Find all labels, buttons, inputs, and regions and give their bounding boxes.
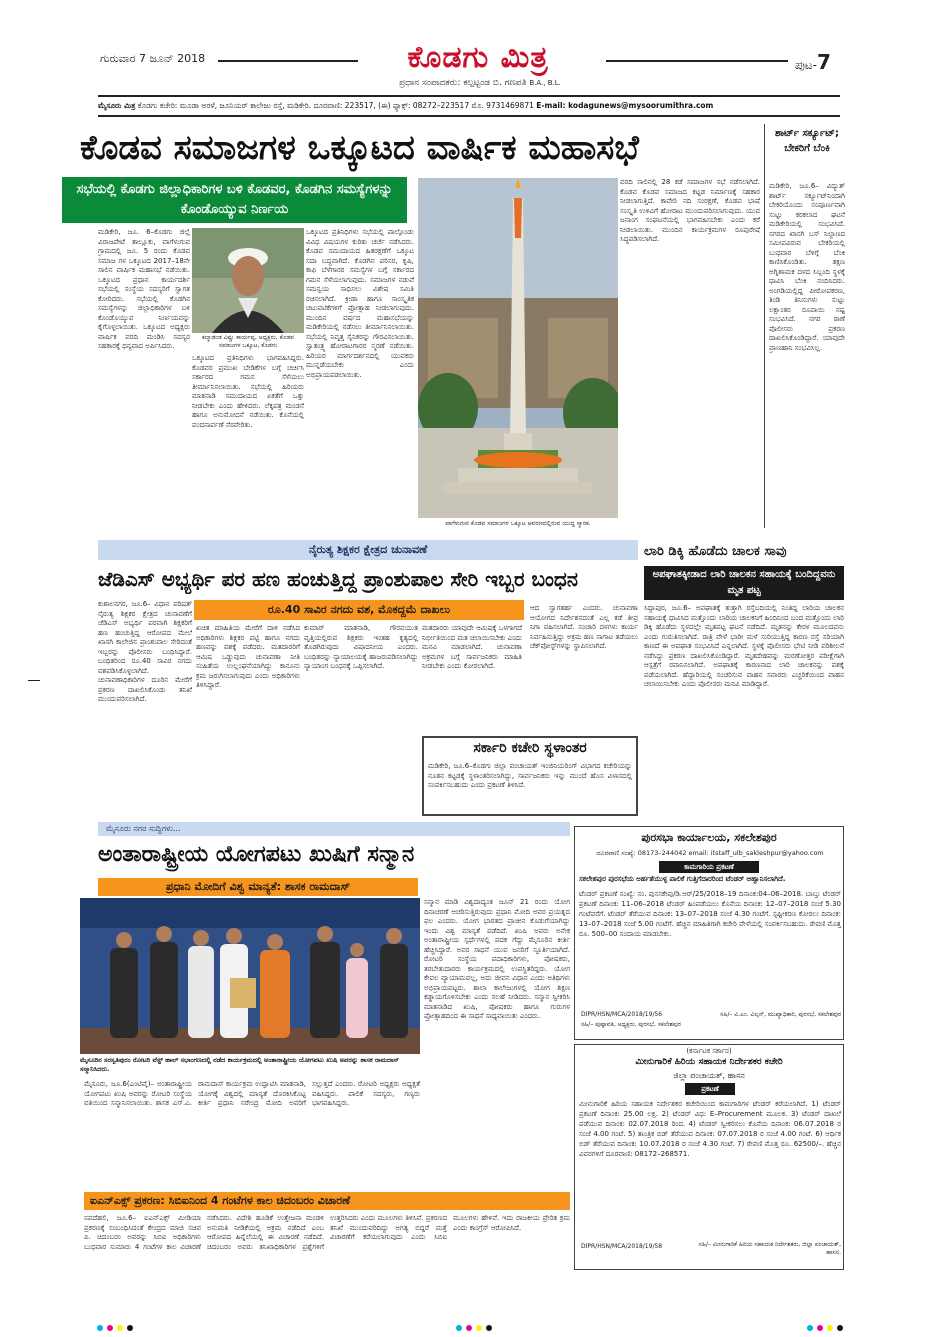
tender1-office: ಪುರಸಭಾ ಕಾರ್ಯಾಲಯ, ಸಕಲೇಶಪುರ (641, 831, 777, 844)
yoga-subhead: ಪ್ರಧಾನಿ ಮೋದಿಗೆ ವಿಶ್ವ ಮಾನ್ಯತೆ: ಶಾಸಕ ರಾಮದಾಸ್ (98, 878, 418, 896)
yoga-photo-caption: ಮೈಸೂರಿನ ಸರಸ್ವತಿಪುರಂ ರೋಟರಿ ವೆಸ್ಟ್ ಹಾಲ್ ಸಭಾಂಗಣದಲ್ಲಿ ನಡೆದ ಕಾರ್ಯಕ್ರಮದಲ್ಲಿ ಅಂತಾರಾಷ್ಟ್ರೀಯ ಯೋಗಪಟು ಖುಷಿ ಅವರನ್ನು ಶಾಸಕ ರಾಮದಾಸ್ ಸನ್ಮಾನಿಸಿದರು. (80, 1056, 399, 1073)
lorry-subhead: ಅಪಘಾತಕ್ಕೀಡಾದ ಲಾರಿ ಚಾಲಕನ ಸಹಾಯಕ್ಕೆ ಬಂದಿದ್ದವನು ಮೃತ ಪಟ್ಟ (644, 566, 844, 600)
tender2-ref: DIPR/HSN/MCA/2018/19/58 (581, 1243, 663, 1250)
crop-mark-left (28, 680, 40, 681)
tender2-district: ಜಿಲ್ಲಾ ಪಂಚಾಯತ್, ಹಾಸನ (673, 1071, 745, 1080)
election-col5: ಆದ ಸ್ವಾಗತರ್ಹ ಎಂದರು. ಚುನಾವಣಾ ಆಯೋಗದ ನಿರ್ದೇಶನದಂತೆ ಎಲ್ಲ ಕಡೆ ತೀವ್ರ ನಿಗಾ ವಹಿಸಲಾಗಿದೆ. ಸಂಚಾರಿ ದಳಗಳು ಕಾರ್ಯ ನಿರ್ವಹಿಸುತ್ತಿದ್ದು ಅಕ್ರಮ ಹಣ ಸಾಗಾಟ ತಡೆಯಲು ಚೆಕ್‌ಪೋಸ್ಟ್‌ಗಳನ್ನು ಸ್ಥಾಪಿಸಲಾಗಿದೆ. (530, 604, 638, 650)
election-strip: ನೈರುತ್ಯ ಶಿಕ್ಷಕರ ಕ್ಷೇತ್ರದ ಚುನಾವಣೆ (98, 540, 638, 560)
editor-name: ಪ್ರಧಾನ ಸಂಪಾದಕರು: ಕಲ್ಪಟ್ಟಂಡ ಬಿ. ಗಣಪತಿ (399, 78, 527, 88)
lead-subhead: ಸಭೆಯಲ್ಲಿ ಕೊಡಗು ಜಿಲ್ಲಾಧಿಕಾರಿಗಳ ಬಳಿ ಕೊಡವರ, ಕೊಡಗಿನ ಸಮಸ್ಯೆಗಳನ್ನು ಕೊಂಡೊಯ್ಯುವ ನಿರ್ಣಯ (62, 177, 407, 223)
office-shift-box (422, 736, 638, 816)
page-number: 7 (816, 50, 831, 74)
tender1-box (574, 826, 844, 1040)
tender1-label: ಕಾಮಗಾರಿಯ ಪ್ರಕಟಣೆ (659, 861, 759, 873)
masthead (0, 0, 945, 120)
yoga-strip: ಮೈಸೂರು ನಗರ ಸುದ್ದಿಗಳು... (98, 822, 570, 836)
masthead-right-rule (606, 60, 788, 62)
contact-brand: ಮೈಸೂರು ಮಿತ್ರ (98, 101, 136, 110)
registration-marks-right (806, 1318, 846, 1328)
short-circuit-box (764, 124, 844, 528)
lead-col2b: ಒಕ್ಕೂಟದ ಪ್ರತಿನಿಧಿಗಳು ಸಭೆಯಲ್ಲಿ ಪಾಲ್ಗೊಂಡು ವಿವಿಧ ವಿಷಯಗಳ ಕುರಿತು ಚರ್ಚೆ ನಡೆಸಿದರು. ಕೊಡವ ಸಮುದಾಯದ ಹಿತರಕ್ಷಣೆಗೆ ಒಕ್ಕೂಟ ಸದಾ ಬದ್ಧವಾಗಿದೆ. ಕೊಡಗಿನ ಪರಿಸರ, ಕೃಷಿ, ಕಾಫಿ ಬೆಳೆಗಾರರ ಸಮಸ್ಯೆಗಳ ಬಗ್ಗೆ ಸರ್ಕಾರದ ಗಮನ ಸೆಳೆಯಲಾಗುವುದು. ಸಮಾಜಗಳ ನಡುವೆ ಸಮನ್ವಯ ಸಾಧಿಸಲು ವಿಶೇಷ ಸಮಿತಿ ರಚಿಸಲಾಗಿದೆ. ಕ್ರೀಡಾ ಹಾಗೂ ಸಾಂಸ್ಕೃತಿಕ ಚಟುವಟಿಕೆಗಳಿಗೆ ಪ್ರೋತ್ಸಾಹ ನೀಡಲಾಗುವುದು. ಮುಂದಿನ ವರ್ಷದ ಮಹಾಸಭೆಯನ್ನು ಮಡಿಕೇರಿಯಲ್ಲಿ ನಡೆಸಲು ತೀರ್ಮಾನಿಸಲಾಯಿತು. ಸಭೆಯಲ್ಲಿ ನಿವೃತ್ತ ಸೈನಿಕರನ್ನು ಗೌರವಿಸಲಾಯಿತು. ಸ್ವಾತಂತ್ರ್ಯ ಹೋರಾಟಗಾರರ ಸ್ಮರಣೆ ನಡೆಯಿತು. ಹಿರಿಯರ ಮಾರ್ಗದರ್ಶನದಲ್ಲಿ ಯುವಕರು ಮುನ್ನಡೆಯಬೇಕು ಎಂದು ಅಭಿಪ್ರಾಯಪಡಲಾಯಿತು. (306, 228, 414, 379)
date-line: ಗುರುವಾರ 7 ಜೂನ್ 2018 (100, 52, 206, 65)
yoga-right-col: ಸನ್ಮಾನ ಮಾಡಿ ವಿಶ್ವದಾದ್ಯಂತ ಜೂನ್ 21 ರಂದು ಯೋಗ ದಿನಾಚರಣೆ ಆಚರಿಸುತ್ತಿರುವುದು ಪ್ರಧಾನಿ ಮೋದಿ ಅವರ ಪ್ರಯತ್ನದ ಫಲ ಎಂದರು. ಯೋಗ ಭಾರತದ ಪ್ರಾಚೀನ ಕೊಡುಗೆಯಾಗಿದ್ದು ಇಂದು ವಿಶ್ವ ಮಾನ್ಯತೆ ಪಡೆದಿದೆ. ಖುಷಿ ಅವರು ಅನೇಕ ಅಂತಾರಾಷ್ಟ್ರೀಯ ಸ್ಪರ್ಧೆಗಳಲ್ಲಿ ಪದಕ ಗೆದ್ದು ಮೈಸೂರಿನ ಕೀರ್ತಿ ಹೆಚ್ಚಿಸಿದ್ದಾರೆ. ಅವರ ಸಾಧನೆ ಯುವ ಜನರಿಗೆ ಸ್ಫೂರ್ತಿಯಾಗಿದೆ. ರೋಟರಿ ಸಂಸ್ಥೆಯ ಪದಾಧಿಕಾರಿಗಳು, ಪೋಷಕರು, ತರಬೇತುದಾರರು ಕಾರ್ಯಕ್ರಮದಲ್ಲಿ ಉಪಸ್ಥಿತರಿದ್ದರು. ಯೋಗ ಕೇವಲ ವ್ಯಾಯಾಮವಲ್ಲ, ಅದು ಜೀವನ ವಿಧಾನ ಎಂದು ಅತಿಥಿಗಳು ಅಭಿಪ್ರಾಯಪಟ್ಟರು. ಶಾಲಾ ಕಾಲೇಜುಗಳಲ್ಲಿ ಯೋಗ ಶಿಕ್ಷಣ ಕಡ್ಡಾಯಗೊಳಿಸಬೇಕು ಎಂದು ಸಲಹೆ ನೀಡಿದರು. ಸನ್ಮಾನ ಸ್ವೀಕರಿಸಿ ಮಾತನಾಡಿದ ಖುಷಿ, ಪೋಷಕರು ಹಾಗೂ ಗುರುಗಳ ಪ್ರೋತ್ಸಾಹದಿಂದ ಈ ಸಾಧನೆ ಸಾಧ್ಯವಾಯಿತು ಎಂದರು. (424, 898, 570, 1020)
lead-col3: ವರದಿ ಸಾಲಿನಲ್ಲಿ 28 ಕಡೆ ಸಮಾಜಗಳ ಸಭೆ ನಡೆಸಲಾಗಿದೆ. ಕೊಡವ ಕೊಡವ ಸಮಾಜದ ಕಟ್ಟಡ ನಿರ್ಮಾಣಕ್ಕೆ ಸಹಕಾರ ನೀಡಲಾಗುತ್ತಿದೆ. ಕಾವೇರಿ ನದಿ ಸಂರಕ್ಷಣೆ, ಕೊಡವ ಭಾಷೆ ಸಂಸ್ಕೃತಿ ಉಳಿವಿಗೆ ಹೋರಾಟ ಮುಂದುವರಿಸಲಾಗುವುದು. ಯುವ ಜನಾಂಗ ಸಂಘಟನೆಯಲ್ಲಿ ಭಾಗವಹಿಸಬೇಕು ಎಂದು ಕರೆ ನೀಡಲಾಯಿತು. ಮುಂದಿನ ಕಾರ್ಯಕ್ರಮಗಳ ರೂಪುರೇಷೆ ಸಿದ್ಧಪಡಿಸಲಾಗಿದೆ. (620, 178, 760, 243)
short-circuit-title: ಶಾರ್ಟ್ ಸರ್ಕ್ಯೂಟ್; ಬೇಕರಿಗೆ ಬೆಂಕಿ (774, 128, 839, 154)
election-col1: ಕುಶಾಲನಗರ, ಜೂ.6– ವಿಧಾನ ಪರಿಷತ್ ನೈರುತ್ಯ ಶಿಕ್ಷಕರ ಕ್ಷೇತ್ರದ ಚುನಾವಣೆಗೆ ಜೆಡಿಎಸ್ ಅಭ್ಯರ್ಥಿ ಪರವಾಗಿ ಶಿಕ್ಷಕರಿಗೆ ಹಣ ಹಂಚುತ್ತಿದ್ದ ಆರೋಪದ ಮೇಲೆ ಖಾಸಗಿ ಕಾಲೇಜಿನ ಪ್ರಾಂಶುಪಾಲ ಸೇರಿದಂತೆ ಇಬ್ಬರನ್ನು ಪೊಲೀಸರು ಬಂಧಿಸಿದ್ದಾರೆ. ಬಂಧಿತರಿಂದ ರೂ.40 ಸಾವಿರ ನಗದು ವಶಪಡಿಸಿಕೊಳ್ಳಲಾಗಿದೆ. ಚುನಾವಣಾಧಿಕಾರಿಗಳ ದೂರಿನ ಮೇರೆಗೆ ಪ್ರಕರಣ ದಾಖಲಿಸಿಕೊಂಡು ತನಿಖೆ ಮುಂದುವರಿಸಲಾಗಿದೆ. (98, 600, 192, 703)
masthead-left-rule (218, 60, 358, 62)
election-tag: ರೂ.40 ಸಾವಿರ ನಗದು ವಶ, ಮೊಕದ್ದಮೆ ದಾಖಲು (194, 600, 524, 620)
tender2-box (574, 1044, 844, 1270)
monument-photo (418, 178, 618, 518)
monument-caption: ವಾಗೆಳುಗುವ ಕೊಡವ ಸಮಾಜಗಳ ಒಕ್ಕೂಟ ಆವರಣದಲ್ಲಿರುವ ಯುದ್ಧ ಸ್ಮಾರಕ. (445, 520, 591, 527)
registration-marks-center (455, 1318, 495, 1328)
page-label-text: ಪುಟ- (795, 58, 817, 72)
editor-line (370, 78, 590, 88)
office-shift-body: ಮಡಿಕೇರಿ, ಜೂ.6–ಕೊಡಗು ಜಿಲ್ಲಾ ಪಂಚಾಯತ್ ಇಂಜಿನಿಯರಿಂಗ್ ವಿಭಾಗದ ಕಚೇರಿಯನ್ನು ನೂತನ ಕಟ್ಟಡಕ್ಕೆ ಸ್ಥಳಾಂತರಿಸಲಾಗಿದ್ದು, ಸಾರ್ವಜನಿಕರು ಇನ್ನು ಮುಂದೆ ಹೊಸ ವಿಳಾಸದಲ್ಲಿ ಸಂಪರ್ಕಿಸಬಹುದು ಎಂದು ಪ್ರಕಟಣೆ ತಿಳಿಸಿದೆ. (428, 762, 632, 789)
inx-body: ನವದೆಹಲಿ, ಜೂ.6– ಐಎನ್‌ಎಕ್ಸ್ ಮೀಡಿಯಾ ಪ್ರಕರಣಕ್ಕೆ ಸಂಬಂಧಿಸಿದಂತೆ ಕೇಂದ್ರದ ಮಾಜಿ ಸಚಿವ ಪಿ. ಚಿದಂಬರಂ ಅವರನ್ನು ಸಿಬಿಐ ಅಧಿಕಾರಿಗಳು ಬುಧವಾರ ಸುಮಾರು 4 ಗಂಟೆಗಳ ಕಾಲ ವಿಚಾರಣೆ ನಡೆಸಿದರು. ವಿದೇಶಿ ಹೂಡಿಕೆ ಉತ್ತೇಜನಾ ಮಂಡಳಿ ಅನುಮತಿ ನೀಡಿಕೆಯಲ್ಲಿ ಅಕ್ರಮ ನಡೆದಿದೆ ಎಂಬ ಆರೋಪದ ಹಿನ್ನೆಲೆಯಲ್ಲಿ ಈ ವಿಚಾರಣೆ ನಡೆದಿದೆ. ಚಿದಂಬರಂ ಅವರು ತನಿಖಾಧಿಕಾರಿಗಳ ಪ್ರಶ್ನೆಗಳಿಗೆ ಉತ್ತರಿಸಿದರು ಎಂದು ಮೂಲಗಳು ತಿಳಿಸಿವೆ. ಪ್ರಕರಣದ ತನಿಖೆ ಮುಂದುವರಿದಿದ್ದು ಅಗತ್ಯ ಬಿದ್ದರೆ ಮತ್ತೆ ವಿಚಾರಣೆಗೆ ಕರೆಯಲಾಗುವುದು ಎಂದು ಸಿಬಿಐ ಮೂಲಗಳು ಹೇಳಿವೆ. ಇದು ರಾಜಕೀಯ ಪ್ರೇರಿತ ಕ್ರಮ ಎಂದು ಕಾಂಗ್ರೆಸ್ ಆರೋಪಿಸಿದೆ. (84, 1214, 570, 1251)
short-circuit-body: ಮಡಿಕೇರಿ, ಜೂ.6– ವಿದ್ಯುತ್ ಶಾರ್ಟ್ ಸರ್ಕ್ಯೂಟ್‌ನಿಂದಾಗಿ ಬೇಕರಿಯೊಂದು ಸಂಪೂರ್ಣವಾಗಿ ಸುಟ್ಟು ಕರಕಲಾದ ಘಟನೆ ಮಡಿಕೇರಿಯಲ್ಲಿ ಸಂಭವಿಸಿದೆ. ನಗರದ ಖಾಸಗಿ ಬಸ್ ನಿಲ್ದಾಣದ ಸಮೀಪವಿರುವ ಬೇಕರಿಯಲ್ಲಿ ಬುಧವಾರ ಬೆಳಿಗ್ಗೆ ಬೆಂಕಿ ಕಾಣಿಸಿಕೊಂಡಿತು. ತಕ್ಷಣ ಅಗ್ನಿಶಾಮಕ ದಳದ ಸಿಬ್ಬಂದಿ ಸ್ಥಳಕ್ಕೆ ಧಾವಿಸಿ ಬೆಂಕಿ ನಂದಿಸಿದರು. ಅಂಗಡಿಯಲ್ಲಿದ್ದ ಪೀಠೋಪಕರಣ, ತಿಂಡಿ ತಿನಿಸುಗಳು ಸುಟ್ಟು ಲಕ್ಷಾಂತರ ರೂಪಾಯಿ ನಷ್ಟ ಸಂಭವಿಸಿದೆ. ನಗರ ಠಾಣೆ ಪೊಲೀಸರು ಪ್ರಕರಣ ದಾಖಲಿಸಿಕೊಂಡಿದ್ದಾರೆ. ಯಾವುದೇ ಪ್ರಾಣಹಾನಿ ಸಂಭವಿಸಿಲ್ಲ. (769, 182, 845, 352)
editor-degree: B.A., B.L. (529, 79, 561, 87)
contact-details: ಕೊಡಗು ಕಚೇರಿ: ಮೂಡಾ ಅರಳೆ, ಜೂನಿಯರ್ ಕಾಲೇಜು ರಸ್ತೆ, ಮಡಿಕೇರಿ. ದೂರವಾಣಿ: 223517, (ಈ) ಫ್ಯಾಕ್ಸ್: 08272–223517 ಮೊ. 9731469871 (137, 101, 534, 110)
yoga-bottom-cols: ಮೈಸೂರು, ಜೂ.6(ಎಂಟಿವೈ)– ಅಂತಾರಾಷ್ಟ್ರೀಯ ಯೋಗಪಟು ಖುಷಿ ಅವರನ್ನು ರೋಟರಿ ಸಂಸ್ಥೆಯ ವತಿಯಿಂದ ಸನ್ಮಾನಿಸಲಾಯಿತು. ಶಾಸಕ ಎಸ್.ಎ. ರಾಮದಾಸ್ ಕಾರ್ಯಕ್ರಮ ಉದ್ಘಾಟಿಸಿ ಮಾತನಾಡಿ, ಯೋಗಕ್ಕೆ ವಿಶ್ವದಲ್ಲಿ ಮಾನ್ಯತೆ ದೊರಕಿಸಿಕೊಟ್ಟ ಕೀರ್ತಿ ಪ್ರಧಾನಿ ನರೇಂದ್ರ ಮೋದಿ ಅವರಿಗೆ ಸಲ್ಲುತ್ತದೆ ಎಂದರು. ರೋಟರಿ ಅಧ್ಯಕ್ಷರು ಅಧ್ಯಕ್ಷತೆ ವಹಿಸಿದ್ದರು. ಪಾಲಿಕೆ ಸದಸ್ಯರು, ಗಣ್ಯರು ಭಾಗವಹಿಸಿದ್ದರು. (84, 1080, 420, 1107)
contact-top-rule (98, 95, 840, 97)
contact-bottom-rule (98, 115, 840, 117)
registration-marks-left (96, 1318, 136, 1328)
tender1-sign-right: ಸಹಿ/– ವಿ.ಎಂ. ವಿಲ್ಸನ್, ಮುಖ್ಯಾಧಿಕಾರಿ, ಪುರಸಭೆ, ಸಕಲೇಶಪುರ (720, 1011, 841, 1018)
lead-headline: ಕೊಡವ ಸಮಾಜಗಳ ಒಕ್ಕೂಟದ ವಾರ್ಷಿಕ ಮಹಾಸಭೆ (80, 128, 639, 168)
portrait-photo (192, 228, 304, 333)
page-label (795, 50, 831, 74)
lorry-headline: ಲಾರಿ ಡಿಕ್ಕಿ ಹೊಡೆದು ಚಾಲಕ ಸಾವು (644, 544, 787, 559)
yoga-photo (80, 898, 420, 1054)
tender2-label: ಪ್ರಕಟಣೆ (685, 1083, 735, 1095)
tender1-intro: ಸಕಲೇಶಪುರ ಪುರಸಭೆಯ ಅರ್ಹತೆಯುಳ್ಳ ಪಾಲಿಕೆ ಗುತ್ತಿಗೆದಾರರಿಂದ ಟೆಂಡರ್ ಆಹ್ವಾನಿಸಲಾಗಿದೆ. (579, 875, 786, 883)
lead-col2: ಒಕ್ಕೂಟದ ಪ್ರತಿನಿಧಿಗಳು ಭಾಗವಹಿಸಿದ್ದರು. ಕೊಡವರ ಪ್ರಮುಖ ಬೇಡಿಕೆಗಳ ಬಗ್ಗೆ ಚರ್ಚಿಸಿ ಸರ್ಕಾರದ ಗಮನ ಸೆಳೆಯಲು ತೀರ್ಮಾನಿಸಲಾಯಿತು. ಸಭೆಯಲ್ಲಿ ಹಿರಿಯರು ಮಾತನಾಡಿ ಸಮುದಾಯದ ಏಕತೆಗೆ ಒತ್ತು ನೀಡಬೇಕು ಎಂದು ಹೇಳಿದರು. ಲೆಕ್ಕಪತ್ರ ಮಂಡನೆ ಹಾಗೂ ಅನುಮೋದನೆ ನಡೆಯಿತು. ಕೊನೆಯಲ್ಲಿ ವಂದನಾರ್ಪಣೆ ನೆರವೇರಿತು. (192, 354, 304, 429)
tender2-body: ಮೀನುಗಾರಿಕೆ ಹಿರಿಯ ಸಹಾಯಕ ನಿರ್ದೇಶಕರ ಕಚೇರಿಯಿಂದ ಕಾಮಗಾರಿಗಳ ಟೆಂಡರ್ ಕರೆಯಲಾಗಿದೆ. 1) ಟೆಂಡರ್ ಪ್ರಕಟಣೆ ದಿನಾಂಕ: 25.00 ಲಕ್ಷ. 2) ಟೆಂಡರ್ ವಿಧ: E–Procurement ಮೂಲಕ. 3) ಟೆಂಡರ್ ದಾಖಲೆ ಪಡೆಯುವ ದಿನಾಂಕ: 02.07.2018 ರಿಂದ. 4) ಟೆಂಡರ್ ಸ್ವೀಕರಿಸಲು ಕೊನೆಯ ದಿನಾಂಕ: 06.07.2018 ರ ಸಂಜೆ 4.00 ಗಂಟೆ. 5) ತಾಂತ್ರಿಕ ಬಿಡ್ ತೆರೆಯುವ ದಿನಾಂಕ: 07.07.2018 ರ ಸಂಜೆ 4.00 ಗಂಟೆ. 6) ಆರ್ಥಿಕ ಬಿಡ್ ತೆರೆಯುವ ದಿನಾಂಕ: 10.07.2018 ರ ಸಂಜೆ 4.30 ಗಂಟೆ. 7) ಠೇವಣಿ ಮೊತ್ತ ರೂ. 62500/–. ಹೆಚ್ಚಿನ ವಿವರಗಳಿಗೆ ದೂರವಾಣಿ: 08172–268571. (579, 1100, 841, 1158)
lead-col1: ಮಡಿಕೇರಿ, ಜೂ. 6–ಕೊಡಗು ಜಿಲ್ಲೆ ವಿರಾಜಪೇಟೆ ತಾಲ್ಲೂಕು, ವಾಗೆಳುಗುವ ಗ್ರಾಮದಲ್ಲಿ ಜೂ. 5 ರಂದು ಕೊಡವ ಸಮಾಜ ಗಳ ಒಕ್ಕೂಟದ 2017–18ನೇ ಸಾಲಿನ ವಾರ್ಷಿಕ ಮಹಾಸಭೆ ನಡೆಯಿತು. ಒಕ್ಕೂಟದ ಪ್ರಧಾನ ಕಾರ್ಯದರ್ಶಿ ಸಭೆಯಲ್ಲಿ ಸಂಸ್ಥೆಯ ಸದಸ್ಯರಿಗೆ ಸ್ವಾಗತ ಕೋರಿದರು. ಸಭೆಯಲ್ಲಿ ಕೊಡಗಿನ ಸಮಸ್ಯೆಗಳನ್ನು ಜಿಲ್ಲಾಧಿಕಾರಿಗಳ ಬಳಿ ಕೊಂಡೊಯ್ಯುವ ನಿರ್ಣಯವನ್ನು ಕೈಗೊಳ್ಳಲಾಯಿತು. ಒಕ್ಕೂಟದ ಅಧ್ಯಕ್ಷರು ವಾರ್ಷಿಕ ವರದಿ ಮಂಡಿಸಿ ಸದಸ್ಯರ ಸಹಕಾರಕ್ಕೆ ಧನ್ಯವಾದ ಅರ್ಪಿಸಿದರು. (98, 228, 190, 350)
election-col4: ಮತದಾರರು ಯಾವುದೇ ಆಮಿಷಕ್ಕೆ ಒಳಗಾಗದೆ ನಿರ್ಭೀತಿಯಿಂದ ಮತ ಚಲಾಯಿಸಬೇಕು ಎಂದು ಮನವಿ ಮಾಡಲಾಗಿದೆ. ಚುನಾವಣಾ ಅಕ್ರಮಗಳ ಬಗ್ಗೆ ಸಾರ್ವಜನಿಕರು ಮಾಹಿತಿ ನೀಡಬೇಕು ಎಂದು ಕೋರಲಾಗಿದೆ. (422, 624, 522, 670)
lorry-story (644, 540, 844, 822)
inx-headline: ಐಎನ್‌ಎಕ್ಸ್ ಪ್ರಕರಣ: ಸಿಬಿಐನಿಂದ 4 ಗಂಟೆಗಳ ಕಾಲ ಚಿದಂಬರಂ ವಿಚಾರಣೆ (84, 1192, 570, 1210)
election-headline: ಜೆಡಿಎಸ್ ಅಭ್ಯರ್ಥಿ ಪರ ಹಣ ಹಂಚುತ್ತಿದ್ದ ಪ್ರಾಂಶುಪಾಲ ಸೇರಿ ಇಬ್ಬರ ಬಂಧನ (98, 567, 578, 591)
office-shift-title: ಸರ್ಕಾರಿ ಕಚೇರಿ ಸ್ಥಳಾಂತರ (473, 740, 587, 756)
tender2-office: ಮೀನುಗಾರಿಕೆ ಹಿರಿಯ ಸಹಾಯಕ ನಿರ್ದೇಶಕರ ಕಚೇರಿ (635, 1057, 783, 1067)
tender1-ref: DIPR/HSN/MCA/2018/19/56 (581, 1011, 663, 1018)
lorry-body: ಸಿದ್ದಾಪುರ, ಜೂ.6– ಅಪಘಾತಕ್ಕೆ ತುತ್ತಾಗಿ ರಸ್ತೆಬದಿಯಲ್ಲಿ ನಿಂತಿದ್ದ ಲಾರಿಯ ಚಾಲಕನ ಸಹಾಯಕ್ಕೆ ಧಾವಿಸಿದ ಮತ್ತೊಂದು ಲಾರಿಯ ಚಾಲಕನಿಗೆ ಹಿಂದಿನಿಂದ ಬಂದ ಮತ್ತೊಂದು ಲಾರಿ ಡಿಕ್ಕಿ ಹೊಡೆದು ಸ್ಥಳದಲ್ಲೇ ಮೃತಪಟ್ಟ ಘಟನೆ ನಡೆದಿದೆ. ಮೃತನನ್ನು ಕೇರಳ ಮೂಲದವನು ಎಂದು ಗುರುತಿಸಲಾಗಿದೆ. ರಾತ್ರಿ ವೇಳೆ ಭಾರೀ ಮಳೆ ಸುರಿಯುತ್ತಿದ್ದ ಕಾರಣ ರಸ್ತೆ ಸರಿಯಾಗಿ ಕಾಣದೆ ಈ ಅಪಘಾತ ಸಂಭವಿಸಿದೆ ಎನ್ನಲಾಗಿದೆ. ಸ್ಥಳಕ್ಕೆ ಪೊಲೀಸರು ಭೇಟಿ ನೀಡಿ ಪರಿಶೀಲನೆ ನಡೆಸಿದ್ದು ಪ್ರಕರಣ ದಾಖಲಿಸಿಕೊಂಡಿದ್ದಾರೆ. ಮೃತದೇಹವನ್ನು ಮರಣೋತ್ತರ ಪರೀಕ್ಷೆಗಾಗಿ ಆಸ್ಪತ್ರೆಗೆ ರವಾನಿಸಲಾಗಿದೆ. ಅಪಘಾತಕ್ಕೆ ಕಾರಣನಾದ ಲಾರಿ ಚಾಲಕನನ್ನು ವಶಕ್ಕೆ ಪಡೆಯಲಾಗಿದೆ. ಹೆದ್ದಾರಿಯಲ್ಲಿ ಸಂಚರಿಸುವ ವಾಹನ ಸವಾರರು ಎಚ್ಚರಿಕೆಯಿಂದ ವಾಹನ ಚಲಾಯಿಸಬೇಕು ಎಂದು ಪೊಲೀಸರು ಮನವಿ ಮಾಡಿದ್ದಾರೆ. (644, 604, 844, 688)
yoga-story (0, 822, 570, 1192)
tender2-govt: (ಕರ್ನಾಟಕ ಸರ್ಕಾರ) (686, 1047, 732, 1055)
yoga-headline: ಅಂತಾರಾಷ್ಟ್ರೀಯ ಯೋಗಪಟು ಖುಷಿಗೆ ಸನ್ಮಾನ (98, 842, 415, 867)
lead-story (0, 118, 945, 538)
election-story (0, 540, 640, 820)
tender1-contact: ದೂರವಾಣಿ ಸಂಖ್ಯೆ: 08173–244042 email: itstaff_ulb_sakleshpur@yahoo.com (596, 849, 824, 857)
portrait-caption: ಕಲ್ಮಾಡಂಡ ವಿಷ್ಣು ಕಾರ್ಯಪ್ಪ, ಅಧ್ಯಕ್ಷರು, ಕೊಡವ ಸಮಾಜಗಳ ಒಕ್ಕೂಟ, ಕೊಡಗು (201, 334, 295, 349)
inx-story (0, 1192, 570, 1312)
election-col2: ಖಚಿತ ಮಾಹಿತಿಯ ಮೇರೆಗೆ ದಾಳಿ ನಡೆಸಿದ ಅಧಿಕಾರಿಗಳು ಶಿಕ್ಷಕರ ಪಟ್ಟಿ ಹಾಗೂ ನಗದು ಹಣವನ್ನು ವಶಕ್ಕೆ ಪಡೆದರು. ಮತದಾರರಿಗೆ ಆಮಿಷ ಒಡ್ಡುವುದು ಚುನಾವಣಾ ನೀತಿ ಸಂಹಿತೆಯ ಉಲ್ಲಂಘನೆಯಾಗಿದ್ದು ಕಾನೂನು ಕ್ರಮ ಜರುಗಿಸಲಾಗುವುದು ಎಂದು ಅಧಿಕಾರಿಗಳು ತಿಳಿಸಿದ್ದಾರೆ. (196, 624, 300, 689)
tender1-sign-left: ಸಹಿ/– ಪುಷ್ಪಾವತಿ, ಅಧ್ಯಕ್ಷರು, ಪುರಸಭೆ, ಸಕಲೇಶಪುರ (581, 1021, 681, 1028)
election-col3: ಕುಮಾರ್ ಮಾತನಾಡಿ, ಗೌರವಯುತ ವೃತ್ತಿಯಲ್ಲಿರುವ ಶಿಕ್ಷಕರು ಇಂತಹ ಕೃತ್ಯದಲ್ಲಿ ತೊಡಗಿರುವುದು ವಿಷಾದನೀಯ ಎಂದರು. ಬಂಧಿತರನ್ನು ನ್ಯಾಯಾಲಯಕ್ಕೆ ಹಾಜರುಪಡಿಸಲಾಗಿದ್ದು ನ್ಯಾಯಾಂಗ ಬಂಧನಕ್ಕೆ ಒಪ್ಪಿಸಲಾಗಿದೆ. (304, 624, 418, 670)
contact-bar (98, 99, 840, 113)
contact-email: E-mail: kodagunews@mysoorumithra.com (536, 101, 714, 110)
tender1-body: ಟೆಂಡರ್ ಪ್ರಕಟಣೆ ಸಂಖ್ಯೆ: ಸಂ. ಪುಸಸಕೇಪು/ಡಿ.ಆರ್/25/2018–19 ದಿನಾಂಕ:04–06–2018. ಬಾಬ್ತು ಟೆಂಡರ್ ಪ್ರಕಟಣೆ ದಿನಾಂಕ: 11–06–2018 ಟೆಂಡರ್ ಹಿಂಪಡೆಯಲು ಕೊನೆಯ ದಿನಾಂಕ: 12–07–2018 ಸಂಜೆ 5.30 ಗಂಟೆವರೆಗೆ. ಟೆಂಡರ್ ತೆರೆಯುವ ದಿನಾಂಕ: 13–07–2018 ಸಂಜೆ 4.30 ಗಂಟೆಗೆ. ಸ್ಪಷ್ಟೀಕರಣ ಕೋರಲು ದಿನಾಂಕ: 13–07–2018 ಸಂಜೆ 5.00 ಗಂಟೆಗೆ. ಹೆಚ್ಚಿನ ಮಾಹಿತಿಗಾಗಿ ಕಚೇರಿ ವೇಳೆಯಲ್ಲಿ ಸಂಪರ್ಕಿಸಬಹುದು. ಠೇವಣಿ ಮೊತ್ತ ರೂ. 500–00 ಸಂದಾಯ ಮಾಡಬೇಕು. (579, 890, 841, 938)
tender2-sign: ಸಹಿ/– ಮೀನುಗಾರಿಕೆ ಹಿರಿಯ ಸಹಾಯಕ ನಿರ್ದೇಶಕರು, ಜಿಲ್ಲಾ ಪಂಚಾಯತ್, ಹಾಸನ. (698, 1241, 841, 1256)
masthead-title: ಕೊಡಗು ಮಿತ್ರ (407, 40, 549, 75)
